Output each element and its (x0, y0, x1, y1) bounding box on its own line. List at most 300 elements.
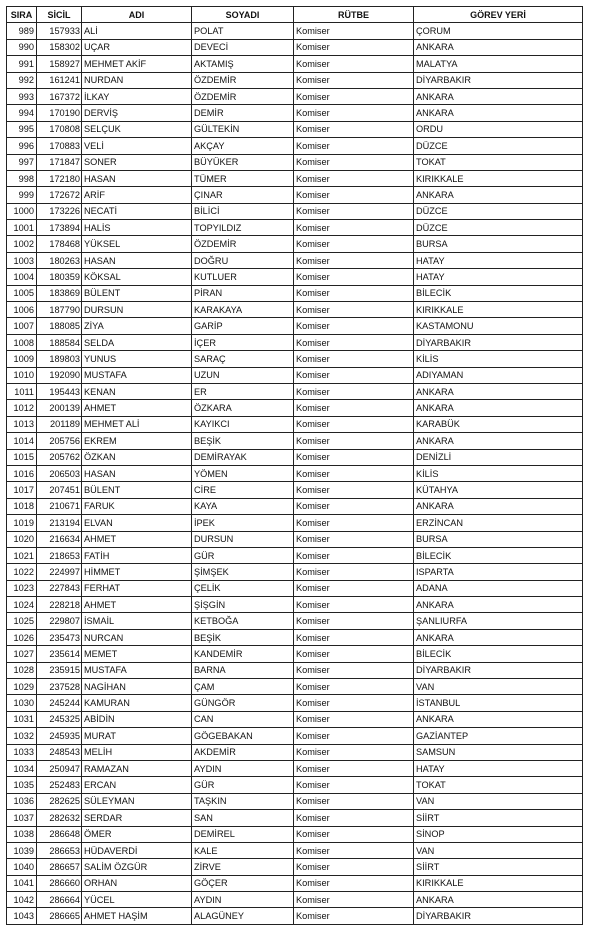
table-row (7, 252, 583, 268)
table-row (7, 777, 583, 793)
cell-adi: UÇAR (82, 39, 192, 55)
cell-sicil: 167372 (37, 88, 82, 104)
cell-gorev-yeri: ANKARA (414, 498, 583, 514)
cell-sicil: 235915 (37, 662, 82, 678)
cell-soyadi: BARNA (192, 662, 294, 678)
cell-gorev-yeri: KARABÜK (414, 416, 583, 432)
cell-gorev-yeri: SİNOP (414, 826, 583, 842)
cell-gorev-yeri: KİLİS (414, 465, 583, 481)
cell-sicil: 180263 (37, 252, 82, 268)
cell-soyadi: BİLİCİ (192, 203, 294, 219)
cell-sira: 1014 (7, 433, 37, 449)
cell-rutbe: Komiser (294, 629, 414, 645)
cell-sicil: 188584 (37, 334, 82, 350)
cell-sicil: 171847 (37, 154, 82, 170)
table-row (7, 154, 583, 170)
cell-adi: ERCAN (82, 777, 192, 793)
cell-soyadi: GARİP (192, 318, 294, 334)
table-row (7, 908, 583, 924)
table-row (7, 72, 583, 88)
cell-sira: 1003 (7, 252, 37, 268)
cell-sicil: 286664 (37, 892, 82, 908)
cell-rutbe: Komiser (294, 56, 414, 72)
cell-adi: AHMET (82, 531, 192, 547)
cell-sira: 1034 (7, 760, 37, 776)
cell-rutbe: Komiser (294, 875, 414, 891)
cell-sicil: 158302 (37, 39, 82, 55)
column-header-gorev-yeri: GÖREV YERİ (414, 7, 583, 23)
cell-rutbe: Komiser (294, 515, 414, 531)
cell-adi: HİMMET (82, 564, 192, 580)
table-row (7, 711, 583, 727)
cell-sira: 1008 (7, 334, 37, 350)
table-row (7, 88, 583, 104)
cell-sira: 1030 (7, 695, 37, 711)
table-row (7, 203, 583, 219)
cell-soyadi: KANDEMİR (192, 646, 294, 662)
column-header-soyadi: SOYADI (192, 7, 294, 23)
cell-soyadi: BÜYÜKER (192, 154, 294, 170)
cell-adi: HASAN (82, 170, 192, 186)
cell-sicil: 183869 (37, 285, 82, 301)
cell-gorev-yeri: TOKAT (414, 777, 583, 793)
table-row (7, 679, 583, 695)
cell-soyadi: BEŞİK (192, 433, 294, 449)
table-row (7, 318, 583, 334)
cell-sira: 1040 (7, 859, 37, 875)
cell-rutbe: Komiser (294, 72, 414, 88)
cell-gorev-yeri: ANKARA (414, 88, 583, 104)
cell-soyadi: POLAT (192, 23, 294, 39)
cell-gorev-yeri: ŞANLIURFA (414, 613, 583, 629)
table-row (7, 564, 583, 580)
cell-gorev-yeri: VAN (414, 679, 583, 695)
cell-sira: 1026 (7, 629, 37, 645)
table-row (7, 220, 583, 236)
cell-adi: MELİH (82, 744, 192, 760)
cell-sira: 1028 (7, 662, 37, 678)
cell-adi: FATİH (82, 547, 192, 563)
cell-adi: SONER (82, 154, 192, 170)
cell-rutbe: Komiser (294, 744, 414, 760)
cell-soyadi: ÖZDEMİR (192, 72, 294, 88)
cell-rutbe: Komiser (294, 383, 414, 399)
cell-sira: 1021 (7, 547, 37, 563)
cell-sira: 1001 (7, 220, 37, 236)
cell-rutbe: Komiser (294, 121, 414, 137)
cell-sicil: 229807 (37, 613, 82, 629)
cell-gorev-yeri: TOKAT (414, 154, 583, 170)
cell-soyadi: KETBOĞA (192, 613, 294, 629)
cell-rutbe: Komiser (294, 695, 414, 711)
cell-gorev-yeri: GAZİANTEP (414, 728, 583, 744)
cell-sicil: 205762 (37, 449, 82, 465)
cell-adi: ÖZKAN (82, 449, 192, 465)
cell-sicil: 286660 (37, 875, 82, 891)
cell-adi: MURAT (82, 728, 192, 744)
cell-sira: 1039 (7, 842, 37, 858)
cell-adi: İSMAİL (82, 613, 192, 629)
cell-adi: İLKAY (82, 88, 192, 104)
table-row (7, 580, 583, 596)
cell-sicil: 227843 (37, 580, 82, 596)
cell-adi: AHMET (82, 597, 192, 613)
cell-gorev-yeri: BİLECİK (414, 285, 583, 301)
table-row (7, 547, 583, 563)
cell-gorev-yeri: ANKARA (414, 39, 583, 55)
cell-gorev-yeri: DENİZLİ (414, 449, 583, 465)
cell-gorev-yeri: MALATYA (414, 56, 583, 72)
cell-adi: HALİS (82, 220, 192, 236)
cell-sicil: 237528 (37, 679, 82, 695)
cell-rutbe: Komiser (294, 810, 414, 826)
cell-soyadi: GÖGEBAKAN (192, 728, 294, 744)
cell-gorev-yeri: SİİRT (414, 810, 583, 826)
cell-soyadi: YÖMEN (192, 465, 294, 481)
cell-sira: 1009 (7, 351, 37, 367)
cell-adi: KAMURAN (82, 695, 192, 711)
cell-rutbe: Komiser (294, 646, 414, 662)
cell-rutbe: Komiser (294, 465, 414, 481)
cell-gorev-yeri: DİYARBAKIR (414, 334, 583, 350)
table-row (7, 531, 583, 547)
cell-adi: NAGİHAN (82, 679, 192, 695)
cell-soyadi: İPEK (192, 515, 294, 531)
cell-sira: 1011 (7, 383, 37, 399)
cell-sira: 1037 (7, 810, 37, 826)
cell-sicil: 228218 (37, 597, 82, 613)
cell-gorev-yeri: KIRIKKALE (414, 302, 583, 318)
cell-sicil: 245244 (37, 695, 82, 711)
cell-sira: 1016 (7, 465, 37, 481)
cell-adi: ARİF (82, 187, 192, 203)
table-row (7, 39, 583, 55)
cell-sira: 1017 (7, 482, 37, 498)
cell-gorev-yeri: DÜZCE (414, 203, 583, 219)
cell-adi: KÖKSAL (82, 269, 192, 285)
table-row (7, 105, 583, 121)
cell-sira: 1035 (7, 777, 37, 793)
cell-gorev-yeri: SİİRT (414, 859, 583, 875)
cell-sicil: 216634 (37, 531, 82, 547)
cell-gorev-yeri: VAN (414, 842, 583, 858)
table-row (7, 138, 583, 154)
cell-sicil: 245935 (37, 728, 82, 744)
cell-gorev-yeri: DÜZCE (414, 138, 583, 154)
cell-sicil: 210671 (37, 498, 82, 514)
cell-adi: ALİ (82, 23, 192, 39)
cell-rutbe: Komiser (294, 187, 414, 203)
cell-sicil: 245325 (37, 711, 82, 727)
cell-adi: FERHAT (82, 580, 192, 596)
cell-soyadi: AYDIN (192, 760, 294, 776)
cell-rutbe: Komiser (294, 138, 414, 154)
cell-sira: 1025 (7, 613, 37, 629)
cell-soyadi: ÇAM (192, 679, 294, 695)
cell-sicil: 286657 (37, 859, 82, 875)
cell-rutbe: Komiser (294, 711, 414, 727)
cell-soyadi: TOPYILDIZ (192, 220, 294, 236)
cell-sicil: 178468 (37, 236, 82, 252)
cell-soyadi: PİRAN (192, 285, 294, 301)
cell-gorev-yeri: ANKARA (414, 711, 583, 727)
cell-gorev-yeri: KIRIKKALE (414, 875, 583, 891)
cell-rutbe: Komiser (294, 88, 414, 104)
cell-rutbe: Komiser (294, 564, 414, 580)
table-row (7, 826, 583, 842)
cell-soyadi: AKÇAY (192, 138, 294, 154)
table-row (7, 367, 583, 383)
cell-gorev-yeri: DİYARBAKIR (414, 72, 583, 88)
cell-sicil: 205756 (37, 433, 82, 449)
table-row (7, 613, 583, 629)
cell-adi: HÜDAVERDİ (82, 842, 192, 858)
cell-soyadi: SAN (192, 810, 294, 826)
table-row (7, 646, 583, 662)
cell-sira: 989 (7, 23, 37, 39)
cell-gorev-yeri: ANKARA (414, 892, 583, 908)
table-row (7, 810, 583, 826)
cell-rutbe: Komiser (294, 449, 414, 465)
cell-soyadi: BEŞİK (192, 629, 294, 645)
cell-soyadi: CAN (192, 711, 294, 727)
cell-sicil: 207451 (37, 482, 82, 498)
cell-sicil: 187790 (37, 302, 82, 318)
table-row (7, 121, 583, 137)
cell-gorev-yeri: ADIYAMAN (414, 367, 583, 383)
cell-rutbe: Komiser (294, 482, 414, 498)
cell-sira: 1019 (7, 515, 37, 531)
cell-rutbe: Komiser (294, 367, 414, 383)
cell-gorev-yeri: ANKARA (414, 383, 583, 399)
cell-sicil: 218653 (37, 547, 82, 563)
cell-sira: 998 (7, 170, 37, 186)
cell-adi: MUSTAFA (82, 367, 192, 383)
cell-sicil: 224997 (37, 564, 82, 580)
table-row (7, 728, 583, 744)
cell-adi: MEMET (82, 646, 192, 662)
cell-sira: 999 (7, 187, 37, 203)
cell-sicil: 172672 (37, 187, 82, 203)
cell-rutbe: Komiser (294, 351, 414, 367)
table-row (7, 23, 583, 39)
column-header-sicil: SİCİL (37, 7, 82, 23)
cell-gorev-yeri: DİYARBAKIR (414, 662, 583, 678)
cell-rutbe: Komiser (294, 105, 414, 121)
cell-adi: BÜLENT (82, 482, 192, 498)
cell-adi: BÜLENT (82, 285, 192, 301)
cell-adi: SÜLEYMAN (82, 793, 192, 809)
table-row (7, 187, 583, 203)
cell-adi: HASAN (82, 252, 192, 268)
table-row (7, 859, 583, 875)
cell-adi: DERVİŞ (82, 105, 192, 121)
cell-adi: ELVAN (82, 515, 192, 531)
cell-sicil: 248543 (37, 744, 82, 760)
cell-gorev-yeri: ADANA (414, 580, 583, 596)
table-row (7, 285, 583, 301)
cell-sira: 1032 (7, 728, 37, 744)
cell-gorev-yeri: BURSA (414, 236, 583, 252)
cell-rutbe: Komiser (294, 777, 414, 793)
table-row (7, 465, 583, 481)
cell-rutbe: Komiser (294, 498, 414, 514)
cell-sira: 996 (7, 138, 37, 154)
cell-soyadi: ŞİMŞEK (192, 564, 294, 580)
cell-gorev-yeri: SAMSUN (414, 744, 583, 760)
cell-soyadi: ÖZKARA (192, 400, 294, 416)
cell-gorev-yeri: HATAY (414, 252, 583, 268)
cell-gorev-yeri: ANKARA (414, 105, 583, 121)
cell-rutbe: Komiser (294, 842, 414, 858)
table-row (7, 629, 583, 645)
cell-gorev-yeri: HATAY (414, 269, 583, 285)
cell-adi: DURSUN (82, 302, 192, 318)
cell-gorev-yeri: İSTANBUL (414, 695, 583, 711)
cell-soyadi: GÜR (192, 777, 294, 793)
cell-sicil: 157933 (37, 23, 82, 39)
cell-adi: NURDAN (82, 72, 192, 88)
cell-adi: KENAN (82, 383, 192, 399)
cell-soyadi: KAYIKCI (192, 416, 294, 432)
cell-soyadi: ÇELİK (192, 580, 294, 596)
cell-soyadi: UZUN (192, 367, 294, 383)
cell-rutbe: Komiser (294, 302, 414, 318)
cell-adi: YÜKSEL (82, 236, 192, 252)
cell-sira: 1007 (7, 318, 37, 334)
table-row (7, 760, 583, 776)
table-row (7, 56, 583, 72)
cell-rutbe: Komiser (294, 269, 414, 285)
cell-sira: 997 (7, 154, 37, 170)
cell-rutbe: Komiser (294, 597, 414, 613)
cell-gorev-yeri: KIRIKKALE (414, 170, 583, 186)
cell-sira: 994 (7, 105, 37, 121)
cell-soyadi: SARAÇ (192, 351, 294, 367)
table-row (7, 170, 583, 186)
table-row (7, 351, 583, 367)
table-row (7, 482, 583, 498)
cell-gorev-yeri: ISPARTA (414, 564, 583, 580)
column-header-rutbe: RÜTBE (294, 7, 414, 23)
cell-gorev-yeri: ERZİNCAN (414, 515, 583, 531)
cell-sira: 990 (7, 39, 37, 55)
cell-soyadi: ÖZDEMİR (192, 236, 294, 252)
cell-rutbe: Komiser (294, 547, 414, 563)
cell-adi: YÜCEL (82, 892, 192, 908)
table-row (7, 875, 583, 891)
cell-sicil: 173226 (37, 203, 82, 219)
cell-sicil: 170190 (37, 105, 82, 121)
cell-sicil: 286648 (37, 826, 82, 842)
cell-soyadi: ÖZDEMİR (192, 88, 294, 104)
cell-sira: 1022 (7, 564, 37, 580)
table-row (7, 433, 583, 449)
cell-gorev-yeri: KÜTAHYA (414, 482, 583, 498)
cell-sira: 993 (7, 88, 37, 104)
cell-sicil: 188085 (37, 318, 82, 334)
cell-adi: FARUK (82, 498, 192, 514)
cell-sira: 1042 (7, 892, 37, 908)
cell-soyadi: DEMİRAYAK (192, 449, 294, 465)
cell-rutbe: Komiser (294, 826, 414, 842)
cell-sira: 1024 (7, 597, 37, 613)
cell-sicil: 235614 (37, 646, 82, 662)
cell-adi: AHMET (82, 400, 192, 416)
cell-sira: 1004 (7, 269, 37, 285)
cell-rutbe: Komiser (294, 728, 414, 744)
cell-gorev-yeri: BİLECİK (414, 547, 583, 563)
cell-adi: ABİDİN (82, 711, 192, 727)
cell-gorev-yeri: ÇORUM (414, 23, 583, 39)
table-row (7, 269, 583, 285)
cell-soyadi: CİRE (192, 482, 294, 498)
cell-soyadi: KAYA (192, 498, 294, 514)
cell-sicil: 286665 (37, 908, 82, 924)
cell-gorev-yeri: BİLECİK (414, 646, 583, 662)
cell-sicil: 170883 (37, 138, 82, 154)
cell-soyadi: AKTAMIŞ (192, 56, 294, 72)
cell-adi: EKREM (82, 433, 192, 449)
table-row (7, 597, 583, 613)
table-row (7, 695, 583, 711)
cell-sira: 1015 (7, 449, 37, 465)
cell-rutbe: Komiser (294, 531, 414, 547)
cell-rutbe: Komiser (294, 580, 414, 596)
table-header-row (7, 7, 583, 23)
table-row (7, 662, 583, 678)
cell-adi: RAMAZAN (82, 760, 192, 776)
cell-sira: 1029 (7, 679, 37, 695)
cell-soyadi: ÇINAR (192, 187, 294, 203)
cell-soyadi: ŞİŞGİN (192, 597, 294, 613)
cell-sicil: 200139 (37, 400, 82, 416)
cell-sicil: 201189 (37, 416, 82, 432)
cell-rutbe: Komiser (294, 760, 414, 776)
cell-sira: 995 (7, 121, 37, 137)
cell-sira: 1020 (7, 531, 37, 547)
cell-adi: SELÇUK (82, 121, 192, 137)
cell-sira: 1018 (7, 498, 37, 514)
cell-adi: HASAN (82, 465, 192, 481)
cell-adi: ÖMER (82, 826, 192, 842)
cell-sira: 1012 (7, 400, 37, 416)
cell-adi: ZİYA (82, 318, 192, 334)
cell-soyadi: ER (192, 383, 294, 399)
table-row (7, 383, 583, 399)
table-row (7, 498, 583, 514)
cell-gorev-yeri: ANKARA (414, 629, 583, 645)
cell-gorev-yeri: KİLİS (414, 351, 583, 367)
cell-soyadi: DURSUN (192, 531, 294, 547)
cell-soyadi: KARAKAYA (192, 302, 294, 318)
cell-gorev-yeri: ANKARA (414, 187, 583, 203)
column-header-sira: SIRA (7, 7, 37, 23)
cell-rutbe: Komiser (294, 285, 414, 301)
cell-sira: 1043 (7, 908, 37, 924)
cell-adi: VELİ (82, 138, 192, 154)
cell-sira: 1027 (7, 646, 37, 662)
cell-soyadi: GÜLTEKİN (192, 121, 294, 137)
cell-rutbe: Komiser (294, 793, 414, 809)
cell-adi: NECATİ (82, 203, 192, 219)
table-row (7, 515, 583, 531)
cell-sicil: 173894 (37, 220, 82, 236)
cell-sicil: 158927 (37, 56, 82, 72)
cell-soyadi: AYDIN (192, 892, 294, 908)
cell-soyadi: İÇER (192, 334, 294, 350)
cell-rutbe: Komiser (294, 318, 414, 334)
